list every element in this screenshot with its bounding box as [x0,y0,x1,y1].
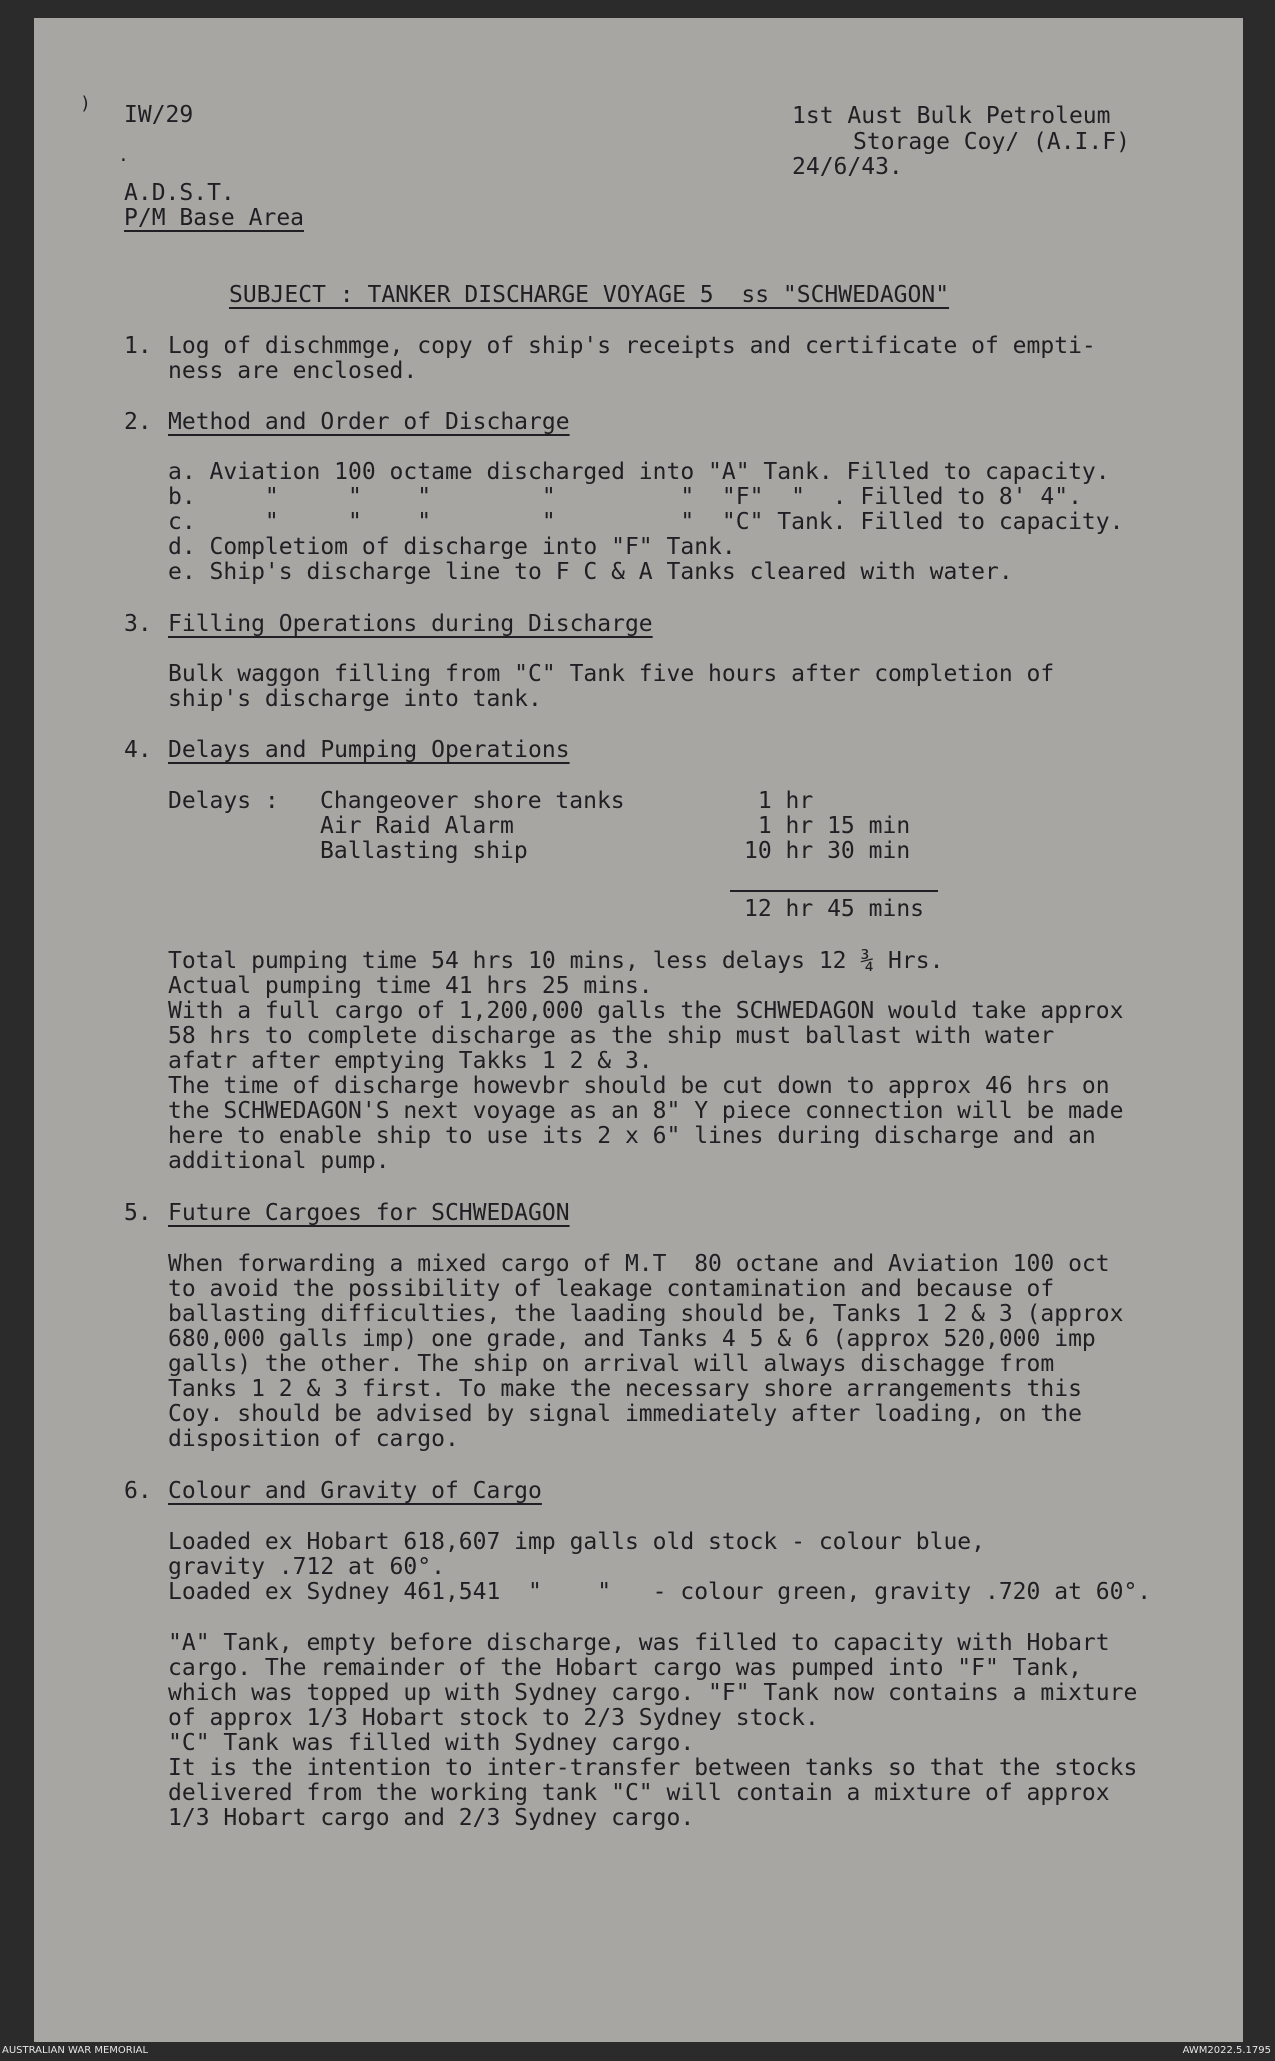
recipient-line1: A.D.S.T. [124,180,235,206]
stray-dot: . [118,145,129,166]
section-6-line: "A" Tank, empty before discharge, was filled to capacity with Hobart [168,1630,1110,1656]
file-reference: IW/29 [124,102,194,128]
section-6-line: It is the intention to inter-transfer between tanks so that the stocks [168,1755,1138,1781]
section-4-line: here to enable ship to use its 2 x 6" lines during discharge and an [168,1123,1096,1149]
section-5-line: Tanks 1 2 & 3 first. To make the necessary shore arrangements this [168,1376,1082,1402]
section-5-line: galls) the other. The ship on arrival will always dischagge from [168,1351,1055,1377]
section-5-line: to avoid the possibility of leakage contamination and because of [168,1276,1055,1302]
section-6-line: 1/3 Hobart cargo and 2/3 Sydney cargo. [168,1805,695,1831]
section-5-heading: Future Cargoes for SCHWEDAGON [168,1200,570,1226]
section-5-line: disposition of cargo. [168,1426,459,1452]
section-6-line: Loaded ex Hobart 618,607 imp galls old stock - colour blue, [168,1529,985,1555]
section-6-line: cargo. The remainder of the Hobart cargo was pumped into "F" Tank, [168,1655,1082,1681]
section-4-line: Total pumping time 54 hrs 10 mins, less delays 12 ¾ Hrs. [168,948,944,974]
section-6-line: which was topped up with Sydney cargo. "F" Tank now contains a mixture [168,1680,1138,1706]
section-6-line: "C" Tank was filled with Sydney cargo. [168,1730,695,1756]
section-4-line: With a full cargo of 1,200,000 galls the SCHWEDAGON would take approx [168,998,1124,1024]
section-4-line: the SCHWEDAGON'S next voyage as an 8" Y piece connection will be made [168,1098,1124,1124]
accession-number: AWM2022.5.1795 [1182,2045,1271,2056]
unit-name-line2: Storage Coy/ (A.I.F) [853,129,1130,155]
section-5-line: When forwarding a mixed cargo of M.T 80 octane and Aviation 100 oct [168,1251,1110,1277]
section-6-line: of approx 1/3 Hobart stock to 2/3 Sydney stock. [168,1705,819,1731]
section-6-line: gravity .712 at 60°. [168,1554,445,1580]
section-5-number: 5. [124,1200,152,1226]
section-3-line: ship's discharge into tank. [168,686,542,712]
section-3-number: 3. [124,611,152,637]
section-2-item: a. Aviation 100 octame discharged into "A" Tank. Filled to capacity. [168,459,1110,485]
section-4-line: Actual pumping time 41 hrs 25 mins. [168,973,653,999]
section-1-line: ness are enclosed. [168,358,418,384]
delay-total: 12 hr 45 mins [744,896,925,922]
delay-item: Changeover shore tanks [320,788,625,814]
section-4-number: 4. [124,737,152,763]
section-3-line: Bulk waggon filling from "C" Tank five hours after completion of [168,661,1055,687]
section-2-item: c. " " " " " "C" Tank. Filled to capacity. [168,509,1124,535]
delay-time: 1 hr [744,788,814,814]
section-1-line: Log of dischmmge, copy of ship's receipts and certificate of empti- [168,333,1096,359]
section-2-item: b. " " " " " "F" " . Filled to 8' 4". [168,484,1082,510]
recipient-line2: P/M Base Area [124,205,305,231]
section-2-item: d. Completiom of discharge into "F" Tank. [168,534,736,560]
delays-label: Delays : [168,788,279,814]
section-4-line: 58 hrs to complete discharge as the ship must ballast with water [168,1023,1055,1049]
section-6-number: 6. [124,1478,152,1504]
delay-item: Air Raid Alarm [320,813,514,839]
section-5-line: ballasting difficulties, the laading should be, Tanks 1 2 & 3 (approx [168,1301,1124,1327]
section-4-line: afatr after emptying Takks 1 2 & 3. [168,1048,653,1074]
archive-credit: AUSTRALIAN WAR MEMORIAL [2,2045,149,2056]
delay-time: 1 hr 15 min [744,813,911,839]
section-6-line: Loaded ex Sydney 461,541 " " - colour green, gravity .720 at 60°. [168,1579,1152,1605]
unit-name-line1: 1st Aust Bulk Petroleum [792,103,1111,129]
section-1-number: 1. [124,333,152,359]
section-2-heading: Method and Order of Discharge [168,409,570,435]
section-5-line: Coy. should be advised by signal immediately after loading, on the [168,1401,1082,1427]
letter-date: 24/6/43. [792,154,903,180]
section-2-number: 2. [124,409,152,435]
section-6-heading: Colour and Gravity of Cargo [168,1478,542,1504]
subject-line: SUBJECT : TANKER DISCHARGE VOYAGE 5 ss "SCHWEDAGON" [229,282,950,308]
section-4-line: additional pump. [168,1148,390,1174]
section-6-line: delivered from the working tank "C" will contain a mixture of approx [168,1780,1110,1806]
section-4-line: The time of discharge howevbr should be cut down to approx 46 hrs on [168,1073,1110,1099]
sum-rule [730,890,938,892]
section-3-heading: Filling Operations during Discharge [168,611,653,637]
margin-mark: ) [80,93,91,114]
section-4-heading: Delays and Pumping Operations [168,737,570,763]
section-2-item: e. Ship's discharge line to F C & A Tanks cleared with water. [168,559,1013,585]
delay-time: 10 hr 30 min [744,838,911,864]
delay-item: Ballasting ship [320,838,528,864]
section-5-line: 680,000 galls imp) one grade, and Tanks 4 5 & 6 (approx 520,000 imp [168,1326,1096,1352]
